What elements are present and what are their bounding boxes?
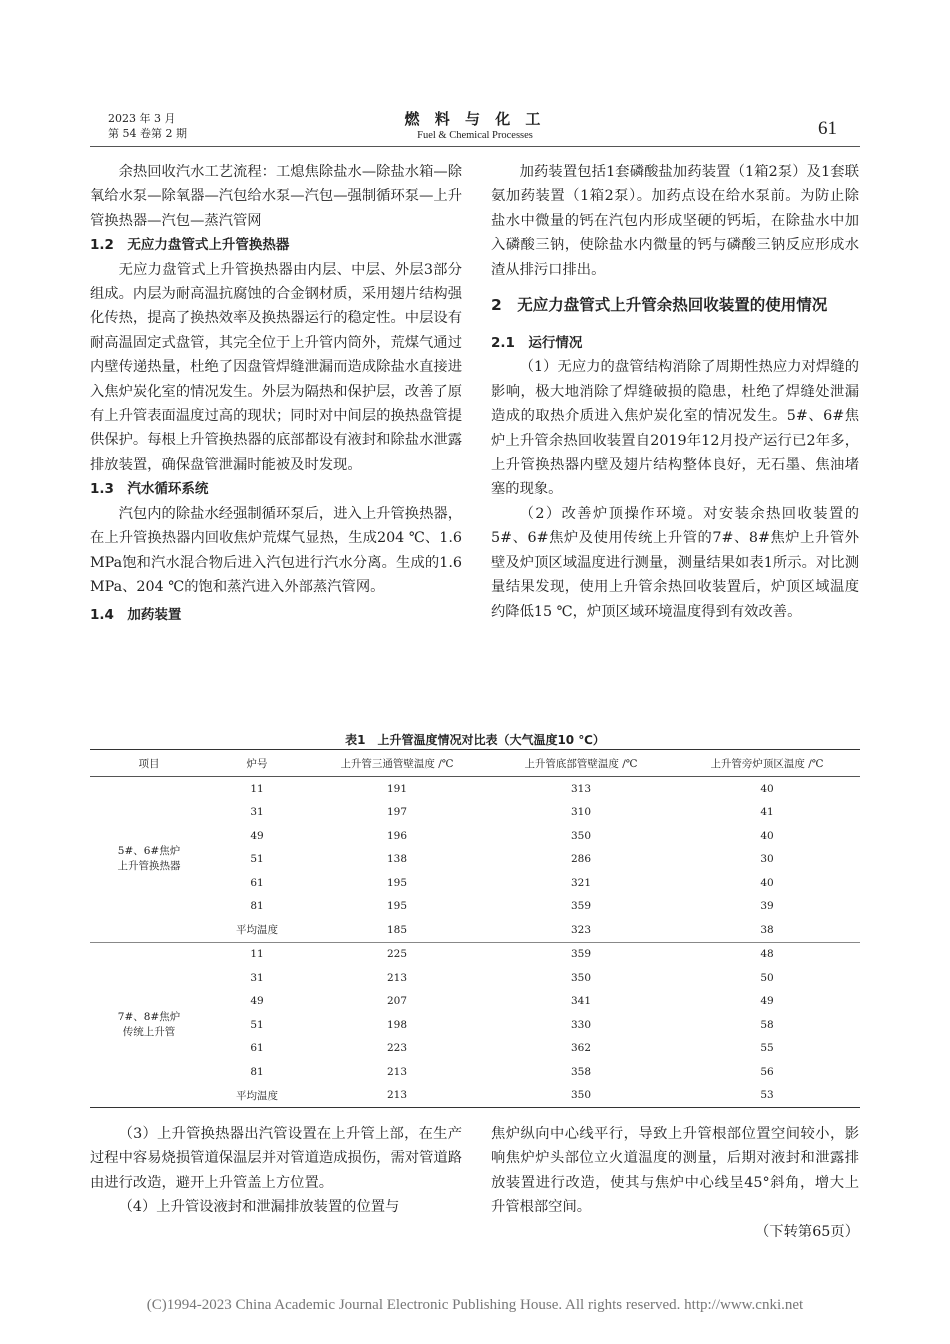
table-cell: 51 — [250, 853, 264, 866]
table-cell: 359 — [570, 948, 592, 961]
table-cell: 49 — [250, 995, 264, 1008]
table-cell: 41 — [760, 806, 774, 819]
table-cell: 195 — [386, 876, 408, 889]
operation-paragraph-1: （1）无应力的盘管结构消除了周期性热应力对焊缝的影响，极大地消除了焊缝破损的隐患，杜绝了焊缝处泄漏造成的取热介质进入焦炉炭化室的情况发生。5#、6#焦炉上升管余热回收装置自2019年12月投产运行已2年多，上升管换热器内壁及翅片结构整体良好，无石墨、焦油堵塞的现象。 — [491, 359, 859, 498]
section-1-4-heading: 1.4 加药装置 — [90, 607, 182, 624]
table-caption: 表1 上升管温度情况对比表（大气温度10 ℃） — [345, 733, 605, 747]
table-cell: 11 — [250, 782, 264, 795]
section-1-2-paragraph: 无应力盘管式上升管换热器由内层、中层、外层3部分组成。内层为耐高温抗腐蚀的合金钢材质，采用翅片结构强化传热，提高了换热效率及换热器运行的稳定性。中层设有耐高温固定式盘管，其完全位于上升管内筒外，荒煤气通过内壁传递热量，杜绝了因盘管焊缝泄漏而造成除盐水直接进入焦炉炭化室的情况发生。外层为隔热和保护层，改善了原有上升管表面温度过高的现状；同时对中间层的换热盘管提供保护。每根上升管换热器的底部都设有液封和除盐水泄露排放装置，确保盘管泄漏时能被及时发现。 — [90, 261, 462, 473]
table-cell: 286 — [570, 853, 592, 866]
group-label-heat-exchanger: 5#、6#焦炉 上升管换热器 — [90, 777, 208, 943]
table-cell: 185 — [306, 918, 488, 942]
table-cell: 49 — [760, 995, 774, 1008]
journal-title — [375, 108, 575, 141]
table-cell: 350 — [488, 1084, 674, 1108]
table-cell: 358 — [570, 1065, 592, 1078]
copyright-footer: (C)1994-2023 China Academic Journal Electronic Publishing House. All rights reserved. http://www.cnki.net — [146, 1297, 804, 1313]
table-cell: 81 — [250, 900, 264, 913]
table-cell: 48 — [760, 948, 774, 961]
table-cell: 198 — [386, 1018, 408, 1031]
col-header-bottom-wall: 上升管底部管壁温度 /℃ — [488, 750, 674, 777]
table-cell: 223 — [386, 1042, 408, 1055]
improvement-paragraph-4: （4）上升管设液封和泄漏排放装置的位置与 — [118, 1199, 400, 1216]
table-row — [90, 777, 860, 801]
table-cell: 191 — [386, 782, 408, 795]
header-divider — [90, 146, 860, 147]
header-date: 2023 年 3 月 — [108, 112, 176, 125]
section-2-1-heading: 2.1 运行情况 — [491, 335, 583, 352]
continued-note: （下转第65页） — [755, 1223, 859, 1240]
page-number: 61 — [818, 118, 837, 139]
table-cell: 213 — [386, 1065, 408, 1078]
table-cell: 55 — [760, 1042, 774, 1055]
table-cell: 207 — [386, 995, 408, 1008]
header-issue-info — [108, 111, 187, 141]
table-row — [90, 942, 860, 966]
header-issue: 第 54 卷第 2 期 — [108, 127, 187, 140]
table-cell: 31 — [250, 971, 264, 984]
table-cell: 197 — [386, 806, 408, 819]
table-cell: 61 — [250, 1042, 264, 1055]
table-cell: 310 — [570, 806, 592, 819]
temperature-table — [90, 749, 860, 1108]
section-1-3-paragraph: 汽包内的除盐水经强制循环泵后，进入上升管换热器，在上升管换热器内回收焦炉荒煤气显热，生成204 ℃、1.6 MPa饱和汽水混合物后进入汽包进行汽水分离。生成的1.6 MPa、204 ℃的饱和蒸汽进入外部蒸汽管网。 — [90, 505, 462, 595]
table-cell: 11 — [250, 948, 264, 961]
table-cell: 51 — [250, 1018, 264, 1031]
table-cell: 平均温度 — [208, 1084, 306, 1108]
table-cell: 40 — [760, 782, 774, 795]
group-label-traditional: 7#、8#焦炉 传统上升管 — [90, 942, 208, 1108]
table-cell: 195 — [386, 900, 408, 913]
col-header-item: 项目 — [90, 750, 208, 777]
table-cell: 49 — [250, 829, 264, 842]
col-header-top-area: 上升管旁炉顶区温度 /℃ — [674, 750, 860, 777]
table-cell: 213 — [306, 1084, 488, 1108]
bottom-left-column — [90, 1122, 462, 1220]
journal-title-en: Fuel & Chemical Processes — [417, 130, 533, 141]
improvement-paragraph-3: （3）上升管换热器出汽管设置在上升管上部，在生产过程中容易烧损管道保温层并对管道造成损伤，需对管道路由进行改造，避开上升管盖上方位置。 — [90, 1126, 462, 1191]
left-column — [90, 160, 462, 628]
section-1-2-heading: 1.2 无应力盘管式上升管换热器 — [90, 237, 290, 254]
table-cell: 313 — [570, 782, 592, 795]
process-flow-paragraph: 余热回收汽水工艺流程：工熄焦除盐水—除盐水箱—除氧给水泵—除氧器—汽包给水泵—汽包—强制循环泵—上升管换热器—汽包—蒸汽管网 — [90, 164, 462, 229]
table-cell: 58 — [760, 1018, 774, 1031]
table-cell: 350 — [570, 971, 592, 984]
dosing-paragraph: 加药装置包括1套磷酸盐加药装置（1箱2泵）及1套联氨加药装置（1箱2泵）。加药点设在给水泵前。为防止除盐水中微量的钙在汽包内形成坚硬的钙垢，在除盐水中加入磷酸三钠，使除盐水内微量的钙与磷酸三钠反应形成水渣从排污口排出。 — [491, 164, 859, 278]
improvement-paragraph-4-continued: 焦炉纵向中心线平行，导致上升管根部位置空间较小，影响焦炉炉头部位立火道温度的测量，后期对液封和泄露排放装置进行改造，使其与焦炉中心线呈45°斜角，增大上升管根部空间。 — [491, 1126, 859, 1216]
table-cell: 359 — [570, 900, 592, 913]
table-cell: 196 — [386, 829, 408, 842]
table-cell: 50 — [760, 971, 774, 984]
table-cell: 61 — [250, 876, 264, 889]
section-2-heading: 2 无应力盘管式上升管余热回收装置的使用情况 — [491, 296, 828, 315]
section-1-3-heading: 1.3 汽水循环系统 — [90, 481, 209, 498]
bottom-right-column — [491, 1122, 859, 1244]
journal-title-cn: 燃 料 与 化 工 — [404, 110, 546, 128]
table-header-row — [90, 750, 860, 777]
table-cell: 38 — [674, 918, 860, 942]
table-cell: 39 — [760, 900, 774, 913]
right-column — [491, 160, 859, 624]
table-cell: 31 — [250, 806, 264, 819]
table-cell: 362 — [570, 1042, 592, 1055]
col-header-oven: 炉号 — [208, 750, 306, 777]
table-cell: 30 — [760, 853, 774, 866]
table-cell: 341 — [570, 995, 592, 1008]
table-cell: 40 — [760, 829, 774, 842]
operation-paragraph-2: （2）改善炉顶操作环境。对安装余热回收装置的5#、6#焦炉及使用传统上升管的7#、8#焦炉上升管外壁及炉顶区域温度进行测量，测量结果如表1所示。对比测量结果发现，使用上升管余热回收装置后，炉顶区域温度约降低15 ℃，炉顶区域环境温度得到有效改善。 — [491, 505, 859, 620]
table-cell: 323 — [488, 918, 674, 942]
table-cell: 330 — [570, 1018, 592, 1031]
table-cell: 225 — [386, 948, 408, 961]
table-cell: 平均温度 — [208, 918, 306, 942]
col-header-tee-wall: 上升管三通管壁温度 /℃ — [306, 750, 488, 777]
table-cell: 138 — [386, 853, 408, 866]
table-cell: 213 — [386, 971, 408, 984]
table-cell: 81 — [250, 1065, 264, 1078]
table-cell: 56 — [760, 1065, 774, 1078]
table-cell: 40 — [760, 876, 774, 889]
table-cell: 321 — [570, 876, 592, 889]
table-cell: 53 — [674, 1084, 860, 1108]
table-cell: 350 — [570, 829, 592, 842]
